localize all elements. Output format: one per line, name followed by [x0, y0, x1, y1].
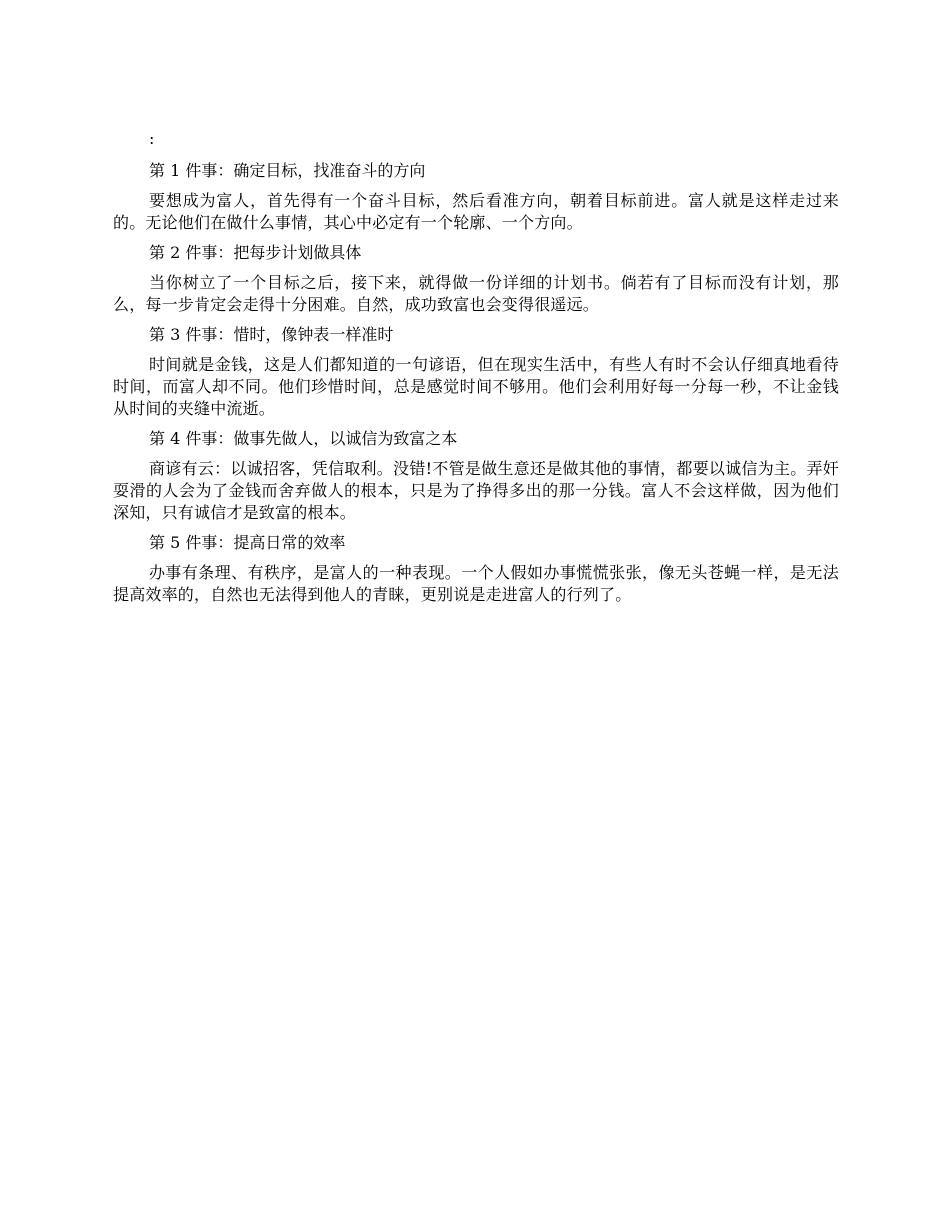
lead-mark: :	[149, 129, 155, 148]
section-heading-1: 第 1 件事：确定目标，找准奋斗的方向	[149, 161, 426, 180]
section-heading-3: 第 3 件事：惜时，像钟表一样准时	[149, 325, 394, 344]
document-page	[113, 128, 839, 614]
section-heading-4: 第 4 件事：做事先做人，以诚信为致富之本	[149, 429, 458, 448]
section-body-2: 当你树立了一个目标之后，接下来，就得做一份详细的计划书。倘若有了目标而没有计划，那么，每一步肯定会走得十分困难。自然，成功致富也会变得很遥远。	[113, 273, 839, 314]
section-body-5: 办事有条理、有秩序，是富人的一种表现。一个人假如办事慌慌张张，像无头苍蝇一样，是无法提高效率的，自然也无法得到他人的青睐，更别说是走进富人的行列了。	[113, 563, 839, 604]
section-heading-5: 第 5 件事：提高日常的效率	[149, 533, 346, 552]
section-heading-2: 第 2 件事：把每步计划做具体	[149, 243, 362, 262]
section-body-1: 要想成为富人，首先得有一个奋斗目标，然后看准方向，朝着目标前进。富人就是这样走过来的。无论他们在做什么事情，其心中必定有一个轮廓、一个方向。	[113, 191, 839, 232]
section-body-4: 商谚有云：以诚招客，凭信取利。没错!不管是做生意还是做其他的事情，都要以诚信为主。弄奸耍滑的人会为了金钱而舍弃做人的根本，只是为了挣得多出的那一分钱。富人不会这样做，因为他们深知，只有诚信才是致富的根本。	[113, 459, 839, 522]
section-body-3: 时间就是金钱，这是人们都知道的一句谚语，但在现实生活中，有些人有时不会认仔细真地看待时间，而富人却不同。他们珍惜时间，总是感觉时间不够用。他们会利用好每一分每一秒，不让金钱从时间的夹缝中流逝。	[113, 355, 839, 418]
